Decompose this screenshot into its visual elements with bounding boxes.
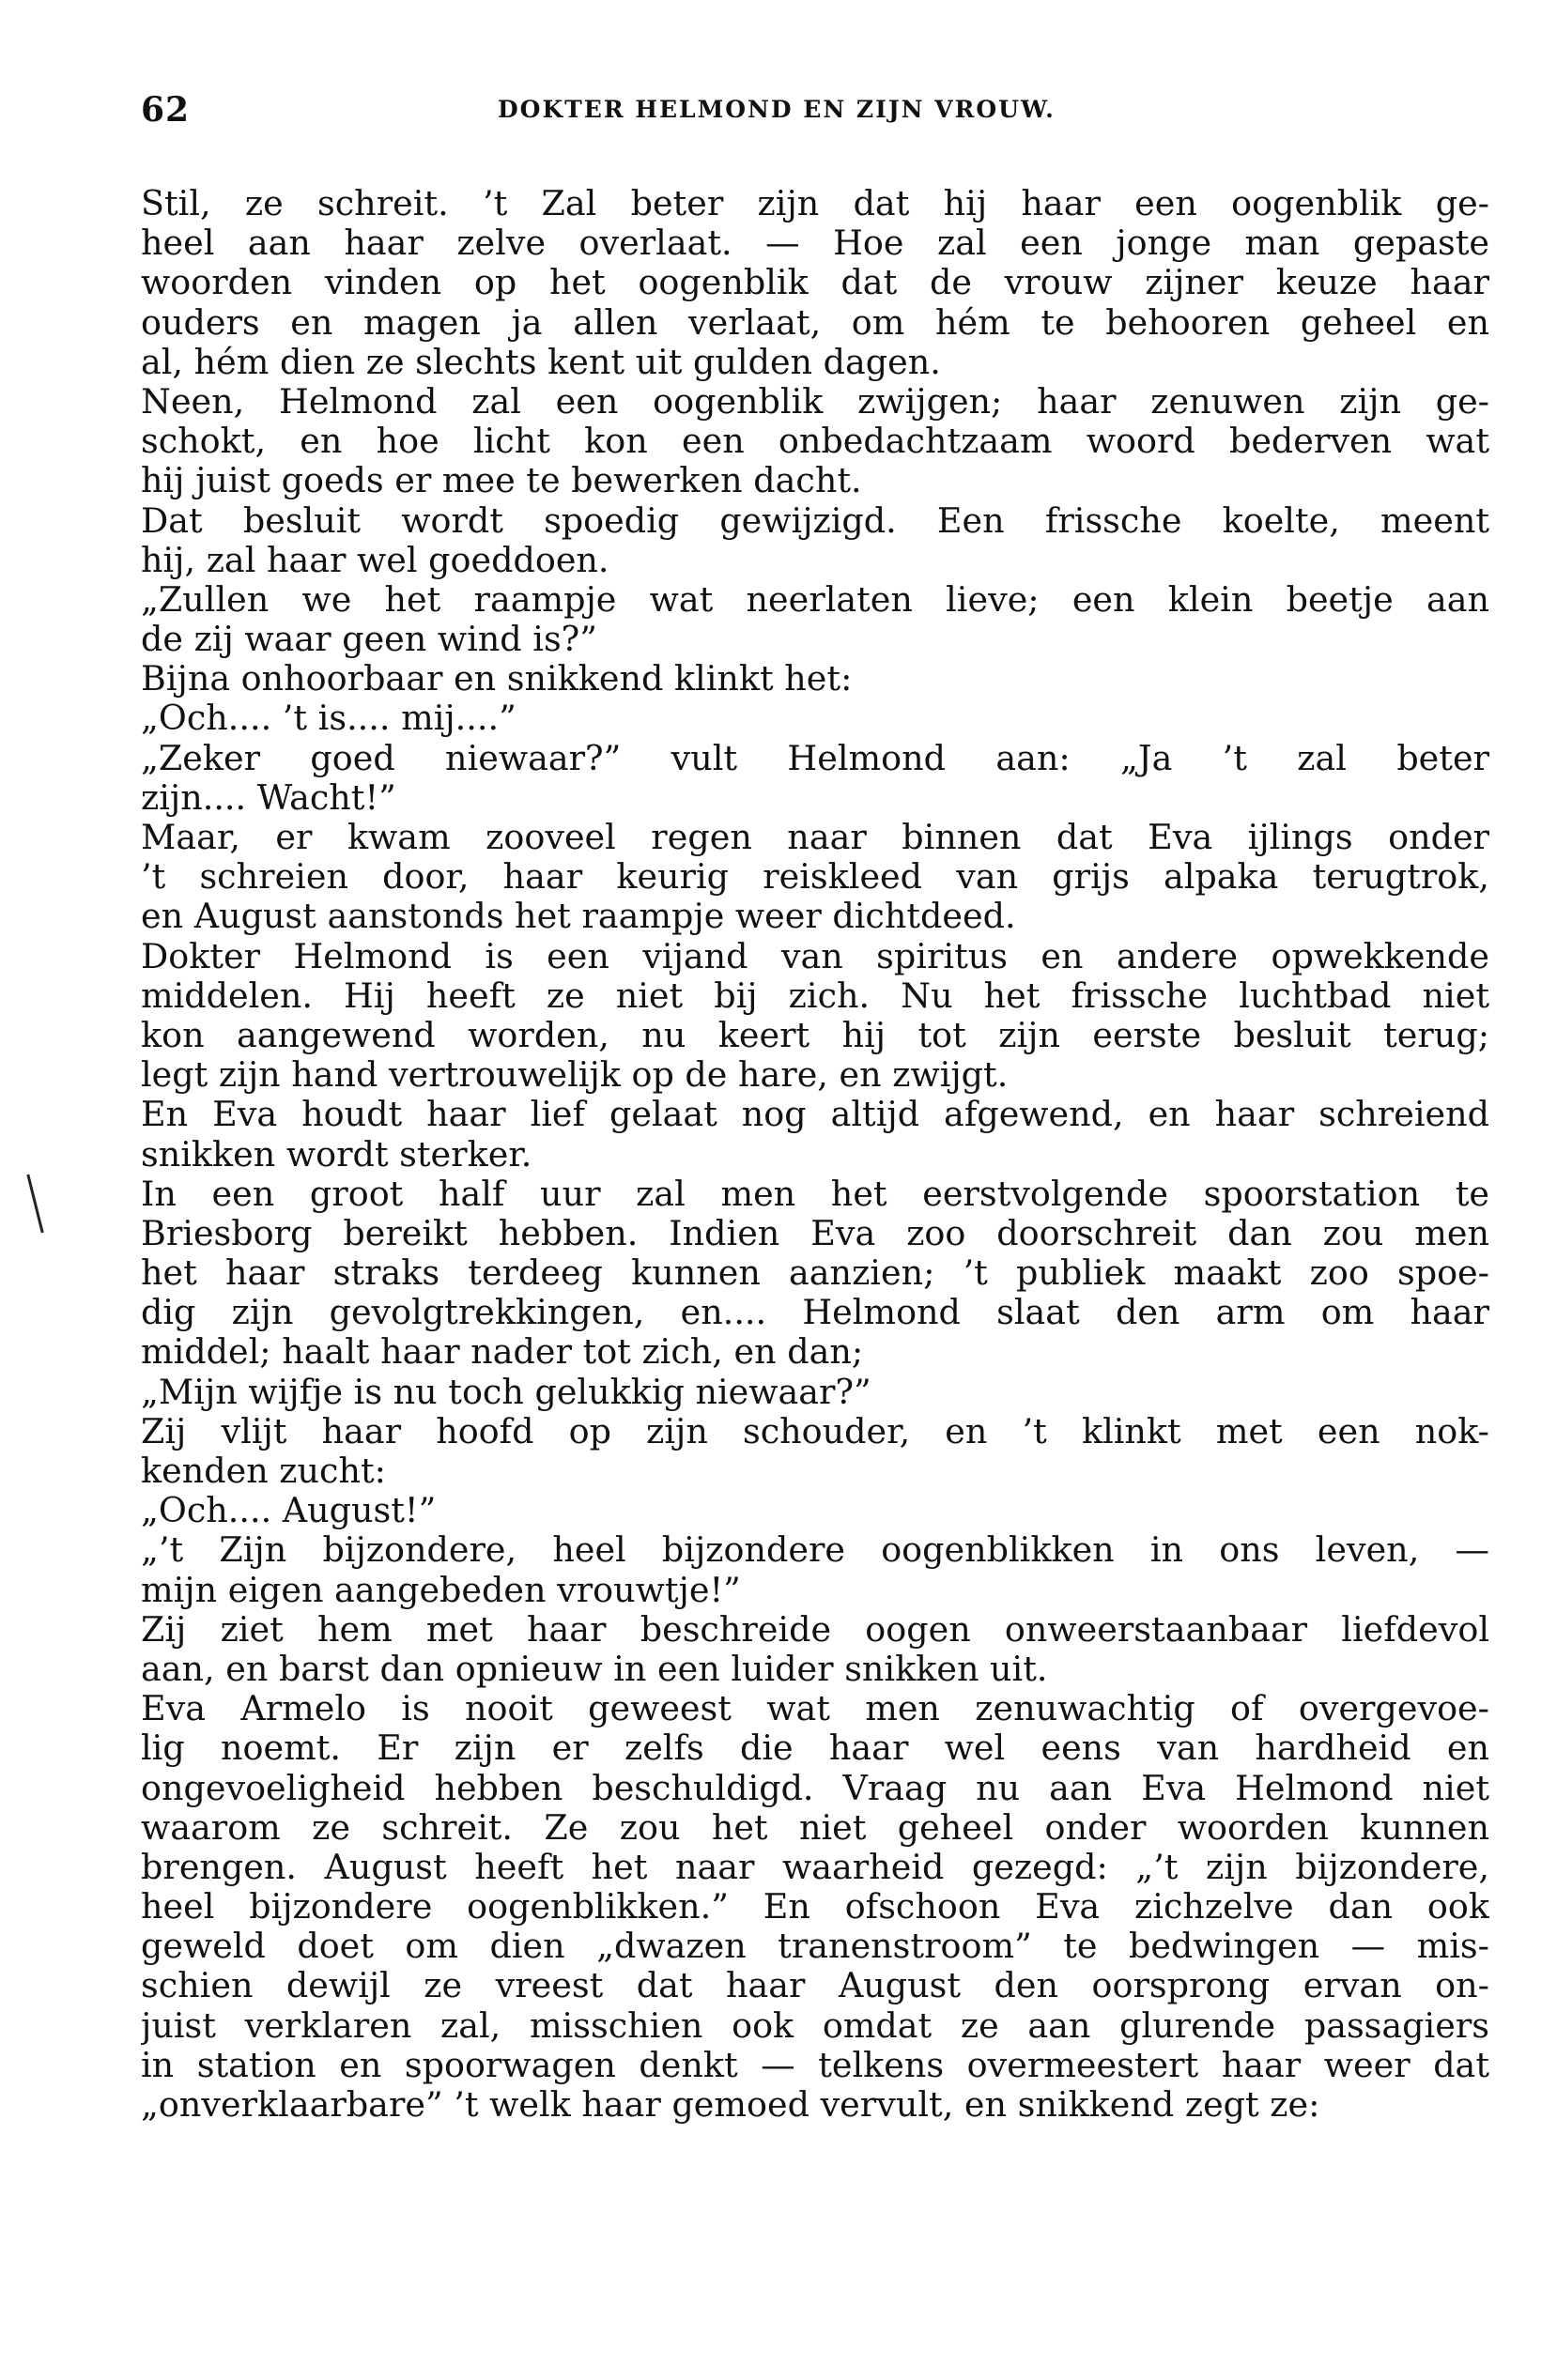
text-line: „’t Zijn bijzondere, heel bijzondere oogenblikken in ons leven, — [141,1530,1489,1571]
text-line: Zij ziet hem met haar beschreide oogen onweerstaanbaar liefdevol [141,1609,1489,1650]
text-line: Neen, Helmond zal een oogenblik zwijgen; haar zenuwen zijn ge- [141,381,1489,422]
page-number: 62 [141,90,191,130]
text-line: hij, zal haar wel goeddoen. [141,540,609,580]
text-line: en August aanstonds het raampje weer dichtdeed. [141,897,1016,937]
text-line: „Zullen we het raampje wat neerlaten lieve; een klein beetje aan [141,579,1489,620]
text-line: kon aangewend worden, nu keert hij tot zijn eerste besluit terug; [141,1015,1489,1055]
text-line: heel aan haar zelve overlaat. — Hoe zal een jonge man gepaste [141,223,1489,264]
text-line: juist verklaren zal, misschien ook omdat ze aan glurende passagiers [141,2005,1489,2046]
text-line: waarom ze schreit. Ze zou het niet geheel onder woorden kunnen [141,1807,1489,1848]
text-line: schokt, en hoe licht kon een onbedachtzaam woord bederven wat [141,422,1489,462]
text-line: „Och.... August!” [141,1491,437,1531]
text-line: Briesborg bereikt hebben. Indien Eva zoo doorschreit dan zou men [141,1213,1489,1253]
running-title: DOKTER HELMOND EN ZIJN VROUW. [498,96,1056,123]
text-line: „Mijn wijfje is nu toch gelukkig niewaar?” [141,1372,871,1412]
text-line: de zij waar geen wind is?” [141,620,597,660]
text-line: snikken wordt sterker. [141,1134,532,1175]
text-line: In een groot half uur zal men het eerstvolgende spoorstation te [141,1174,1489,1214]
text-line: Eva Armelo is nooit geweest wat men zenuwachtig of overgevoe- [141,1689,1489,1729]
margin-pencil-mark [26,1175,43,1234]
text-line: middel; haalt haar nader tot zich, en dan; [141,1332,864,1373]
text-line: ouders en magen ja allen verlaat, om hém te behooren geheel en [141,302,1489,343]
text-line: al, hém dien ze slechts kent uit gulden dagen. [141,342,941,382]
text-line: „onverklaarbare” ’t welk haar gemoed vervult, en snikkend zegt ze: [141,2085,1320,2125]
text-line: aan, en barst dan opnieuw in een luider snikken uit. [141,1649,1048,1689]
text-line: Dat besluit wordt spoedig gewijzigd. Een frissche koelte, meent [141,500,1489,541]
text-line: brengen. August heeft het naar waarheid gezegd: „’t zijn bijzondere, [141,1847,1489,1887]
text-line: middelen. Hij heeft ze niet bij zich. Nu het frissche luchtbad niet [141,975,1489,1016]
text-line: woorden vinden op het oogenblik dat de vrouw zijner keuze haar [141,263,1489,303]
text-line: Bijna onhoorbaar en snikkend klinkt het: [141,659,853,699]
text-line: Maar, er kwam zooveel regen naar binnen dat Eva ijlings onder [141,818,1489,857]
body-text [141,184,1489,2125]
text-line: hij juist goeds er mee te bewerken dacht. [141,461,862,501]
text-line: ’t schreien door, haar keurig reiskleed van grijs alpaka terugtrok, [141,857,1489,898]
text-line: Dokter Helmond is een vijand van spiritus en andere opwekkende [141,936,1489,976]
text-line: legt zijn hand vertrouwelijk op de hare, en zwijgt. [141,1055,1009,1096]
text-line: „Och.... ’t is.... mij....” [141,699,516,739]
text-line: zijn.... Wacht!” [141,777,396,818]
text-line: in station en spoorwagen denkt — telkens overmeestert haar weer dat [141,2045,1489,2085]
text-line: geweld doet om dien „dwazen tranenstroom” te bedwingen — mis- [141,1927,1489,1967]
page-header [141,90,1491,128]
text-line: het haar straks terdeeg kunnen aanzien; ’t publiek maakt zoo spoe- [141,1253,1489,1294]
text-line: Zij vlijt haar hoofd op zijn schouder, en ’t klinkt met een nok- [141,1411,1489,1451]
text-line: Stil, ze schreit. ’t Zal beter zijn dat hij haar een oogenblik ge- [141,184,1489,223]
text-line: ongevoeligheid hebben beschuldigd. Vraag nu aan Eva Helmond niet [141,1768,1489,1808]
text-line: En Eva houdt haar lief gelaat nog altijd afgewend, en haar schreiend [141,1095,1489,1135]
text-line: kenden zucht: [141,1451,386,1491]
text-line: schien dewijl ze vreest dat haar August den oorsprong ervan on- [141,1966,1489,2006]
text-line: mijn eigen aangebeden vrouwtje!” [141,1570,741,1610]
text-line: lig noemt. Er zijn er zelfs die haar wel eens van hardheid en [141,1728,1489,1769]
text-line: heel bijzondere oogenblikken.” En ofschoon Eva zichzelve dan ook [141,1887,1489,1927]
text-line: „Zeker goed niewaar?” vult Helmond aan: „Ja ’t zal beter [141,738,1489,778]
text-line: dig zijn gevolgtrekkingen, en.... Helmond slaat den arm om haar [141,1293,1489,1333]
